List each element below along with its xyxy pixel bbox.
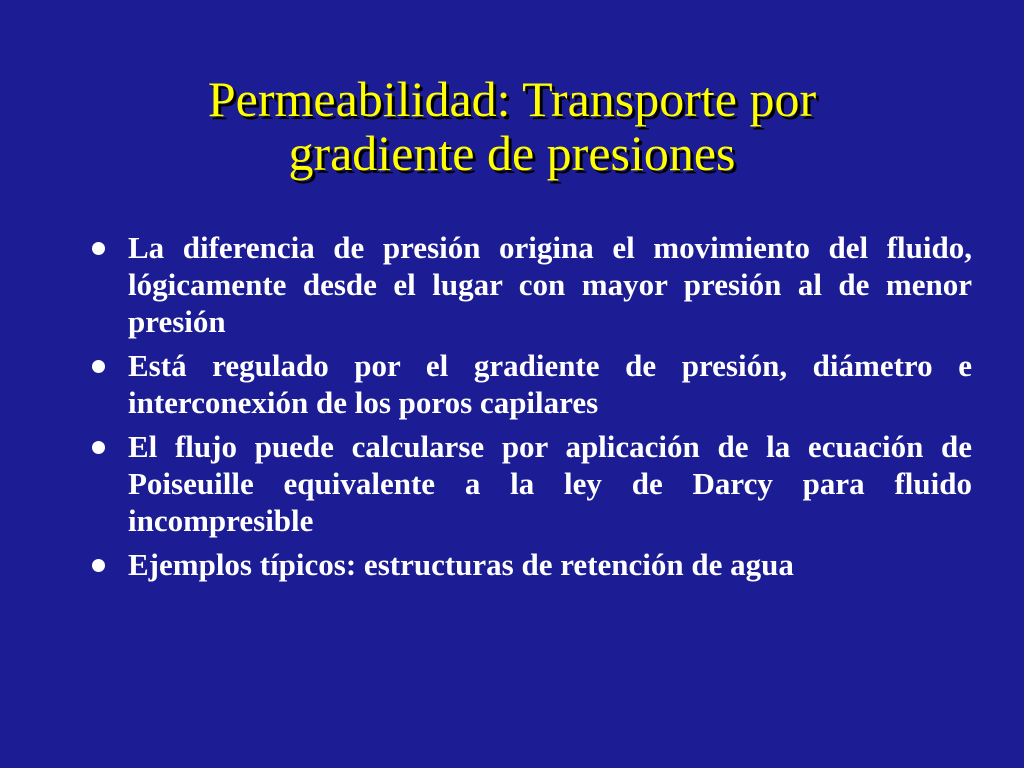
bullet-dot-icon <box>92 360 105 373</box>
bullet-list <box>82 229 972 590</box>
bullet-item <box>82 428 972 539</box>
bullet-item <box>82 229 972 340</box>
bullet-text: El flujo puede calcularse por aplicación de la ecuación de Poiseuille equivalente a la ley de Darcy para fluido incompresible <box>128 429 972 538</box>
bullet-text: Ejemplos típicos: estructuras de retención de agua <box>128 547 794 582</box>
bullet-text: La diferencia de presión origina el movimiento del fluido, lógicamente desde el lugar con mayor presión al de menor presión <box>128 230 972 339</box>
bullet-item <box>82 347 972 421</box>
bullet-item <box>82 546 972 583</box>
bullet-text: Está regulado por el gradiente de presión, diámetro e interconexión de los poros capilares <box>128 348 972 420</box>
bullet-dot-icon <box>92 242 105 255</box>
bullet-dot-icon <box>92 559 105 572</box>
slide-title-line-1: Permeabilidad: Transporte por <box>207 71 817 127</box>
slide-title-line-2: gradiente de presiones <box>288 125 736 181</box>
bullet-dot-icon <box>92 441 105 454</box>
slide-title <box>60 72 964 180</box>
